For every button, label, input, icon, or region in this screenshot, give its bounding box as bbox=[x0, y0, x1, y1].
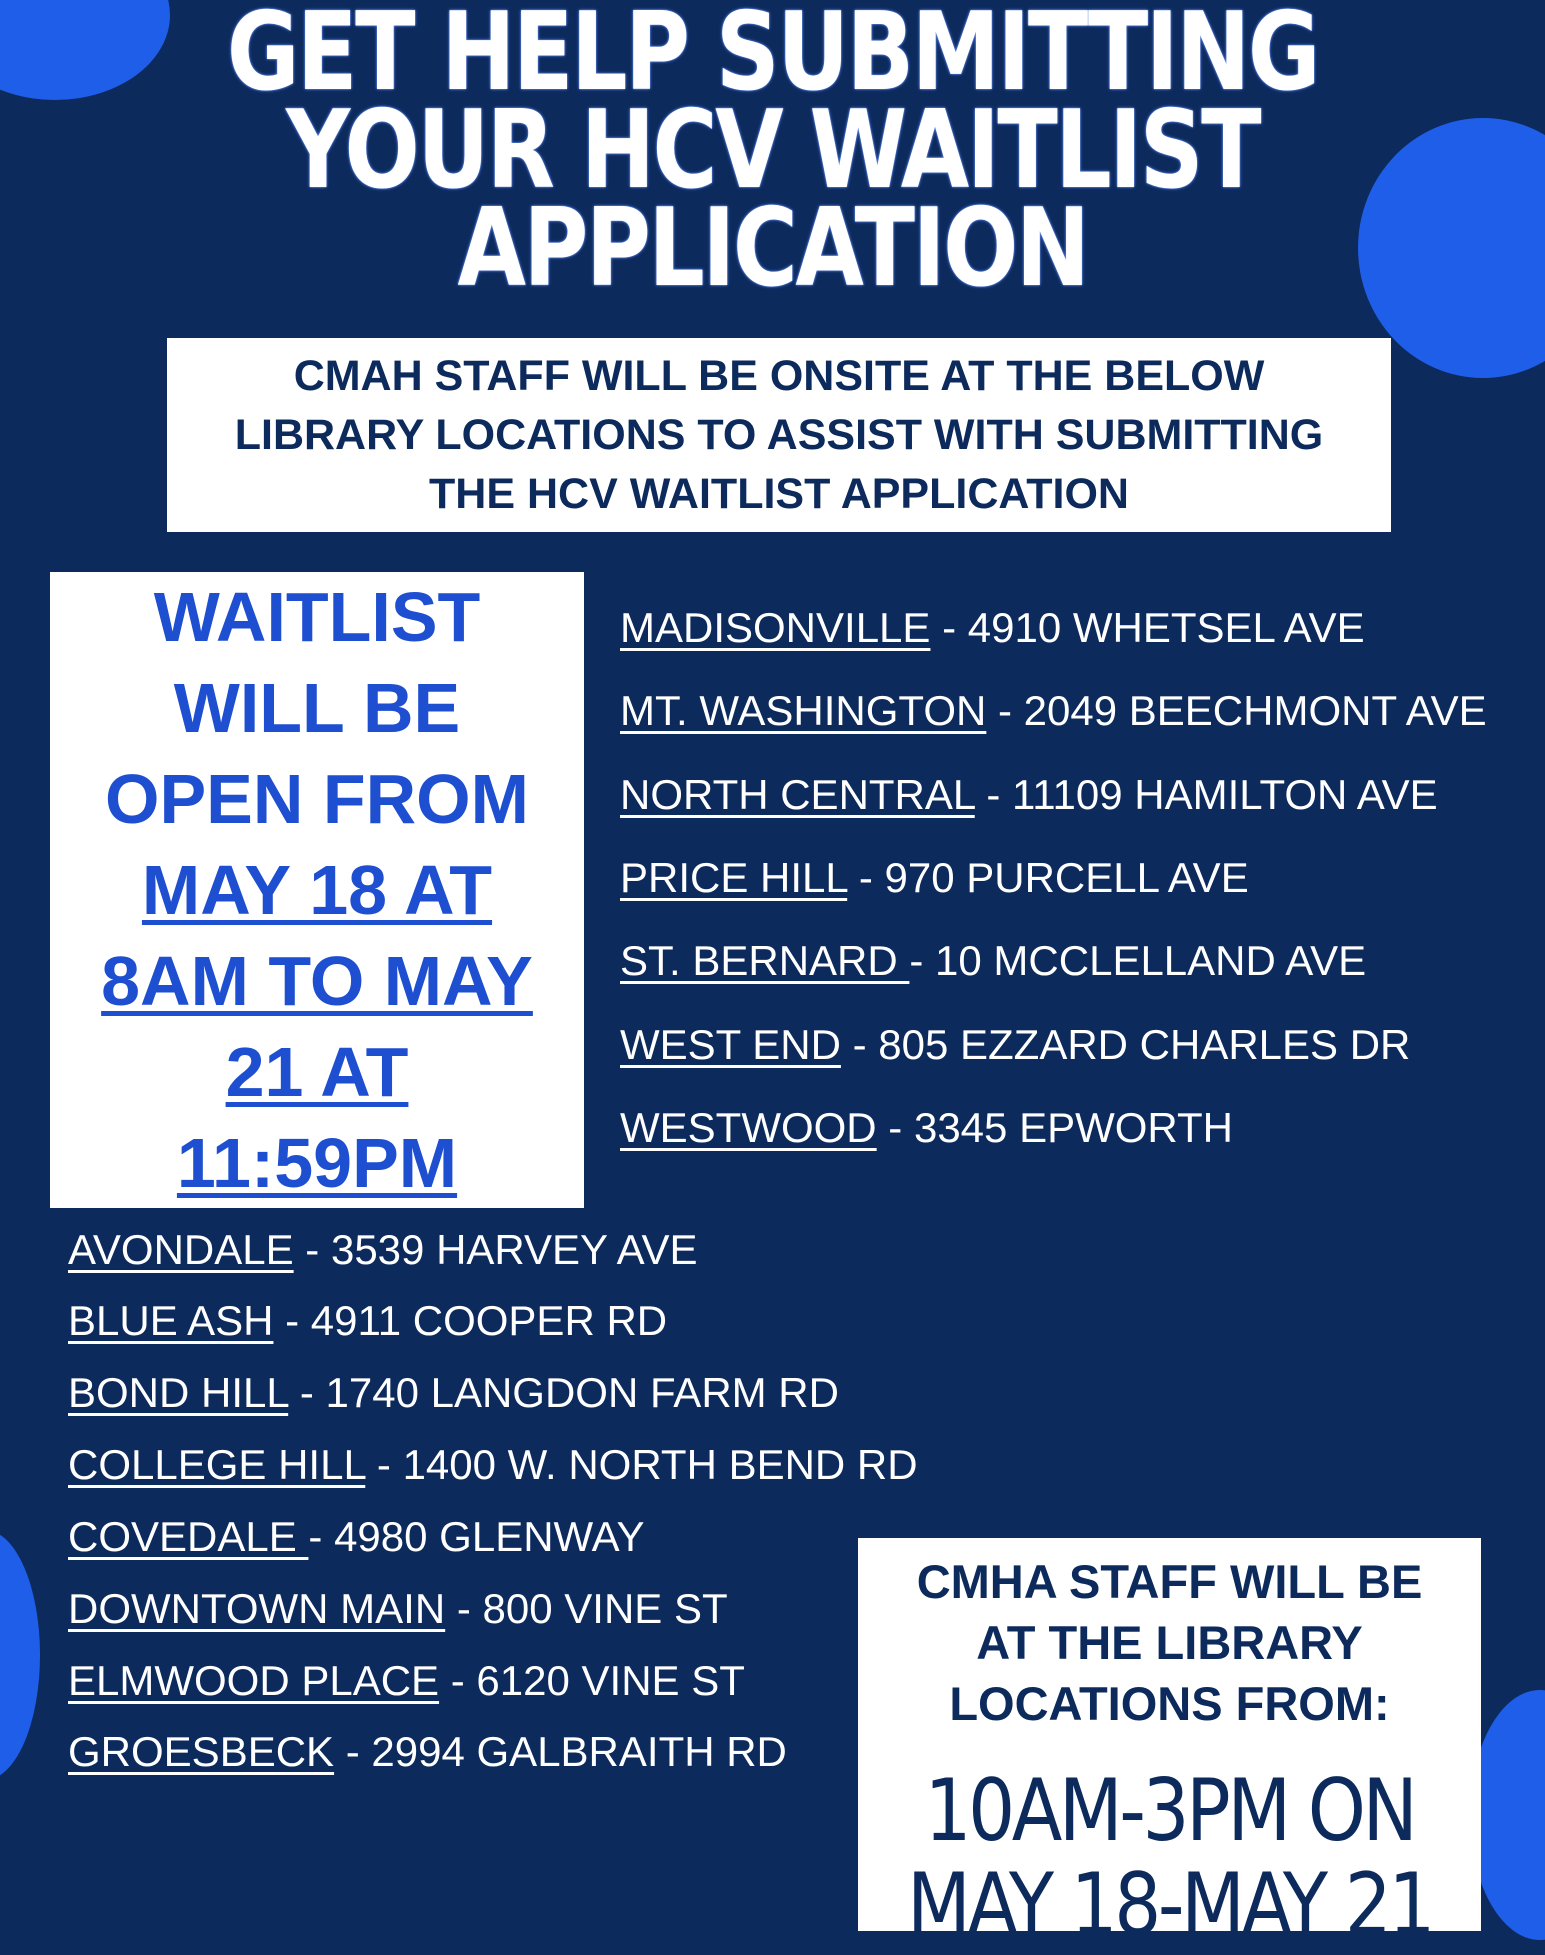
location-address: - 1400 W. NORTH BEND RD bbox=[365, 1441, 918, 1488]
staff-notice-box bbox=[167, 338, 1391, 532]
notice-line-2: LIBRARY LOCATIONS TO ASSIST WITH SUBMITTING bbox=[234, 410, 1324, 459]
title-line-3: APPLICATION bbox=[457, 186, 1088, 311]
location-name: BLUE ASH bbox=[68, 1297, 274, 1344]
location-address: - 6120 VINE ST bbox=[439, 1657, 745, 1704]
location-address: - 970 PURCELL AVE bbox=[847, 854, 1249, 901]
location-name: WEST END bbox=[620, 1021, 841, 1068]
location-name: MADISONVILLE bbox=[620, 604, 931, 651]
title-line-2: YOUR HCV WAITLIST bbox=[285, 88, 1260, 213]
location-name: COVEDALE bbox=[68, 1513, 309, 1560]
decorative-blob-left bbox=[0, 1530, 40, 1780]
location-name: GROESBECK bbox=[68, 1728, 335, 1775]
hours-label bbox=[858, 1538, 1481, 1734]
location-address: - 800 VINE ST bbox=[445, 1585, 728, 1632]
location-item bbox=[620, 604, 1365, 652]
location-address: - 4980 GLENWAY bbox=[308, 1513, 645, 1560]
open-line-1: WAITLIST bbox=[153, 577, 481, 656]
location-address: - 2049 BEECHMONT AVE bbox=[986, 687, 1487, 734]
location-name: NORTH CENTRAL bbox=[620, 771, 975, 818]
page-title bbox=[139, 0, 1406, 311]
staff-hours-box bbox=[858, 1538, 1481, 1955]
open-line-6: 21 AT bbox=[225, 1032, 409, 1111]
location-address: - 1740 LANGDON FARM RD bbox=[288, 1369, 839, 1416]
location-item bbox=[68, 1441, 918, 1489]
open-line-3: OPEN FROM bbox=[105, 759, 529, 838]
location-item bbox=[620, 771, 1438, 819]
location-name: MT. WASHINGTON bbox=[620, 687, 987, 734]
location-address: - 3345 EPWORTH bbox=[876, 1104, 1233, 1151]
location-address: - 11109 HAMILTON AVE bbox=[974, 771, 1438, 818]
location-name: AVONDALE bbox=[68, 1226, 294, 1273]
location-name: COLLEGE HILL bbox=[68, 1441, 366, 1488]
notice-line-1: CMAH STAFF WILL BE ONSITE AT THE BELOW bbox=[293, 351, 1265, 400]
hours-label-line-1: CMHA STAFF WILL BE bbox=[916, 1555, 1423, 1608]
location-name: ST. BERNARD bbox=[620, 937, 910, 984]
hours-dates-line: MAY 18-MAY 21 bbox=[907, 1855, 1432, 1955]
location-item bbox=[68, 1297, 667, 1345]
location-address: - 4911 COOPER RD bbox=[273, 1297, 668, 1344]
title-line-1: GET HELP SUBMITTING bbox=[226, 0, 1319, 115]
open-line-7: 11:59PM bbox=[176, 1123, 458, 1202]
location-item bbox=[68, 1585, 728, 1633]
location-address: - 805 EZZARD CHARLES DR bbox=[840, 1021, 1411, 1068]
location-item bbox=[68, 1513, 645, 1561]
location-item bbox=[620, 687, 1487, 735]
location-item bbox=[620, 1021, 1410, 1069]
location-item bbox=[68, 1657, 745, 1705]
hours-time bbox=[902, 1761, 1438, 1955]
notice-line-3: THE HCV WAITLIST APPLICATION bbox=[429, 469, 1129, 518]
location-item bbox=[620, 1104, 1233, 1152]
open-line-2: WILL BE bbox=[173, 668, 461, 747]
hours-label-line-2: AT THE LIBRARY bbox=[976, 1616, 1363, 1669]
location-item bbox=[620, 854, 1249, 902]
location-name: WESTWOOD bbox=[620, 1104, 877, 1151]
location-item bbox=[620, 937, 1366, 985]
hours-time-line: 10AM-3PM ON bbox=[924, 1761, 1415, 1861]
location-address: - 3539 HARVEY AVE bbox=[293, 1226, 698, 1273]
location-item bbox=[68, 1728, 787, 1776]
decorative-blob-bottom-right bbox=[1470, 1690, 1545, 1940]
location-name: PRICE HILL bbox=[620, 854, 848, 901]
location-address: - 10 MCCLELLAND AVE bbox=[909, 937, 1367, 984]
location-address: - 4910 WHETSEL AVE bbox=[930, 604, 1365, 651]
location-address: - 2994 GALBRAITH RD bbox=[334, 1728, 787, 1775]
hours-label-line-3: LOCATIONS FROM: bbox=[949, 1677, 1390, 1730]
open-line-4: MAY 18 AT bbox=[141, 850, 493, 929]
location-item bbox=[68, 1226, 698, 1274]
open-line-5: 8AM TO MAY bbox=[101, 941, 533, 1020]
location-name: DOWNTOWN MAIN bbox=[68, 1585, 446, 1632]
location-name: BOND HILL bbox=[68, 1369, 289, 1416]
location-name: ELMWOOD PLACE bbox=[68, 1657, 440, 1704]
waitlist-open-box bbox=[50, 572, 584, 1208]
location-item bbox=[68, 1369, 839, 1417]
